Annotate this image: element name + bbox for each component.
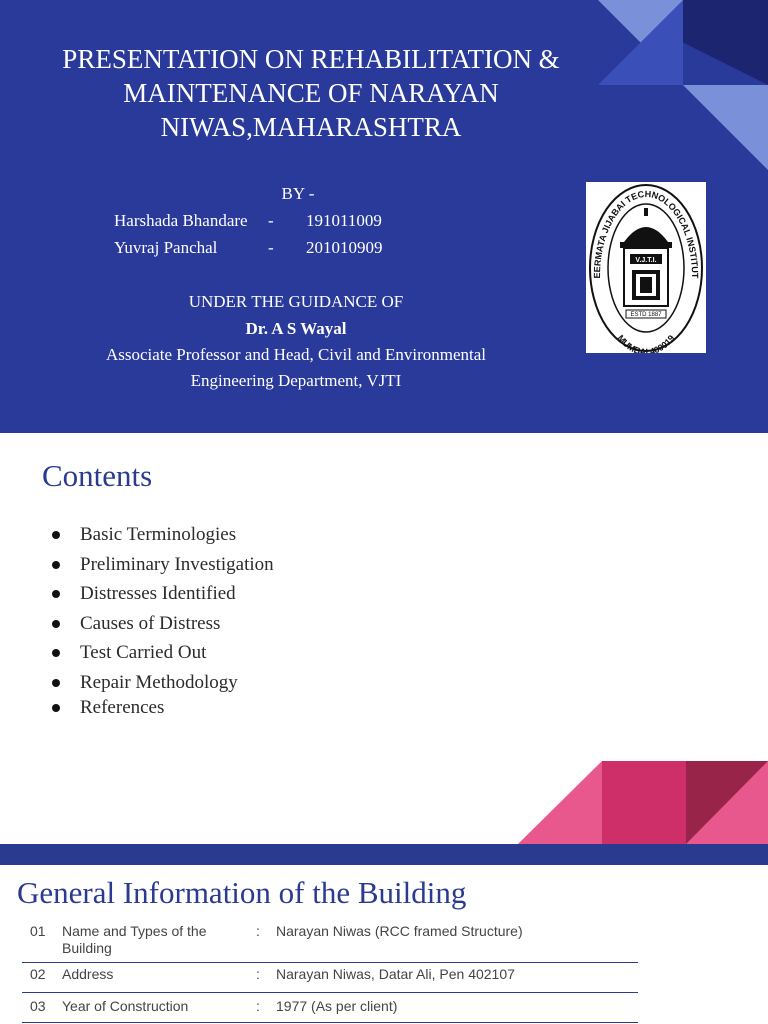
slide-divider — [0, 844, 768, 865]
row-colon: : — [256, 923, 260, 939]
svg-text:MUMBAI 400019: MUMBAI 400019 — [615, 333, 677, 353]
row-divider — [22, 992, 638, 993]
author-name: Harshada Bhandare — [114, 211, 248, 230]
list-item-label: Preliminary Investigation — [80, 553, 274, 575]
vjti-seal-icon — [586, 182, 706, 353]
list-item — [52, 609, 274, 639]
svg-text:V.J.T.I.: V.J.T.I. — [635, 257, 657, 264]
list-item — [52, 638, 274, 668]
author-dash: - — [268, 211, 274, 230]
svg-text:VEERMATA JIJABAI TECHNOLOGICAL: EERMATA JIJABAI TECHNOLOGICAL INSTITUT — [591, 188, 701, 279]
by-label: BY - — [281, 184, 315, 203]
list-item-label: Causes of Distress — [80, 612, 221, 634]
bullet-icon — [52, 590, 60, 598]
row-value: 1977 (As per client) — [276, 998, 398, 1014]
list-item — [52, 550, 274, 580]
list-item-label: References — [80, 697, 165, 718]
row-number: 03 — [30, 998, 46, 1014]
guide-title-line: Engineering Department, VJTI — [190, 371, 402, 390]
decor-triangle-pink-2 — [686, 761, 768, 844]
bullet-icon — [52, 649, 60, 657]
bullet-icon — [52, 620, 60, 628]
title-line: MAINTENANCE OF NARAYAN — [123, 78, 499, 108]
list-item — [52, 520, 274, 550]
decor-square-magenta — [602, 761, 686, 844]
list-item — [52, 693, 274, 723]
general-info-heading: General Information of the Building — [17, 875, 467, 910]
list-item-label: Basic Terminologies — [80, 524, 237, 545]
title-slide — [0, 0, 768, 433]
guide-title-line: Associate Professor and Head, Civil and Environmental — [105, 345, 487, 364]
author-id: 201010909 — [306, 238, 383, 257]
title-line: NIWAS,MAHARASHTRA — [160, 112, 462, 142]
svg-text:ESTD 1887: ESTD 1887 — [630, 312, 662, 318]
row-number: 01 — [30, 923, 46, 939]
bullet-icon — [52, 704, 60, 712]
row-value: Narayan Niwas (RCC framed Structure) — [276, 923, 523, 939]
contents-slide — [0, 433, 768, 844]
author-dash: - — [268, 238, 274, 257]
list-item-label: Repair Methodology — [80, 671, 238, 693]
row-colon: : — [256, 998, 260, 1014]
author-name: Yuvraj Panchal — [114, 238, 218, 257]
row-label: Name and Types of the Building — [62, 923, 207, 956]
decor-triangle-mid — [598, 0, 683, 85]
general-info-slide — [0, 865, 768, 1024]
row-number: 02 — [30, 966, 46, 982]
guide-name: Dr. A S Wayal — [245, 319, 347, 338]
guidance-label: UNDER THE GUIDANCE OF — [188, 292, 404, 311]
contents-list — [52, 520, 274, 723]
row-label: Year of Construction — [62, 998, 189, 1014]
title-line: PRESENTATION ON REHABILITATION & — [62, 44, 560, 74]
decor-triangle-light-2 — [683, 85, 768, 170]
bullet-icon — [52, 531, 60, 539]
list-item — [52, 579, 274, 609]
decor-triangle-pink — [518, 761, 602, 844]
row-label: Address — [62, 966, 114, 982]
bullet-icon — [52, 561, 60, 569]
list-item-label: Distresses Identified — [80, 583, 236, 604]
row-divider — [22, 962, 638, 963]
author-id: 191011009 — [306, 211, 382, 230]
list-item-label: Test Carried Out — [80, 642, 207, 663]
contents-heading: Contents — [42, 458, 153, 493]
row-divider — [22, 1022, 638, 1023]
bullet-icon — [52, 679, 60, 687]
vjti-logo — [586, 182, 706, 353]
row-colon: : — [256, 966, 260, 982]
presentation-title — [20, 42, 602, 144]
row-value: Narayan Niwas, Datar Ali, Pen 402107 — [276, 966, 515, 982]
